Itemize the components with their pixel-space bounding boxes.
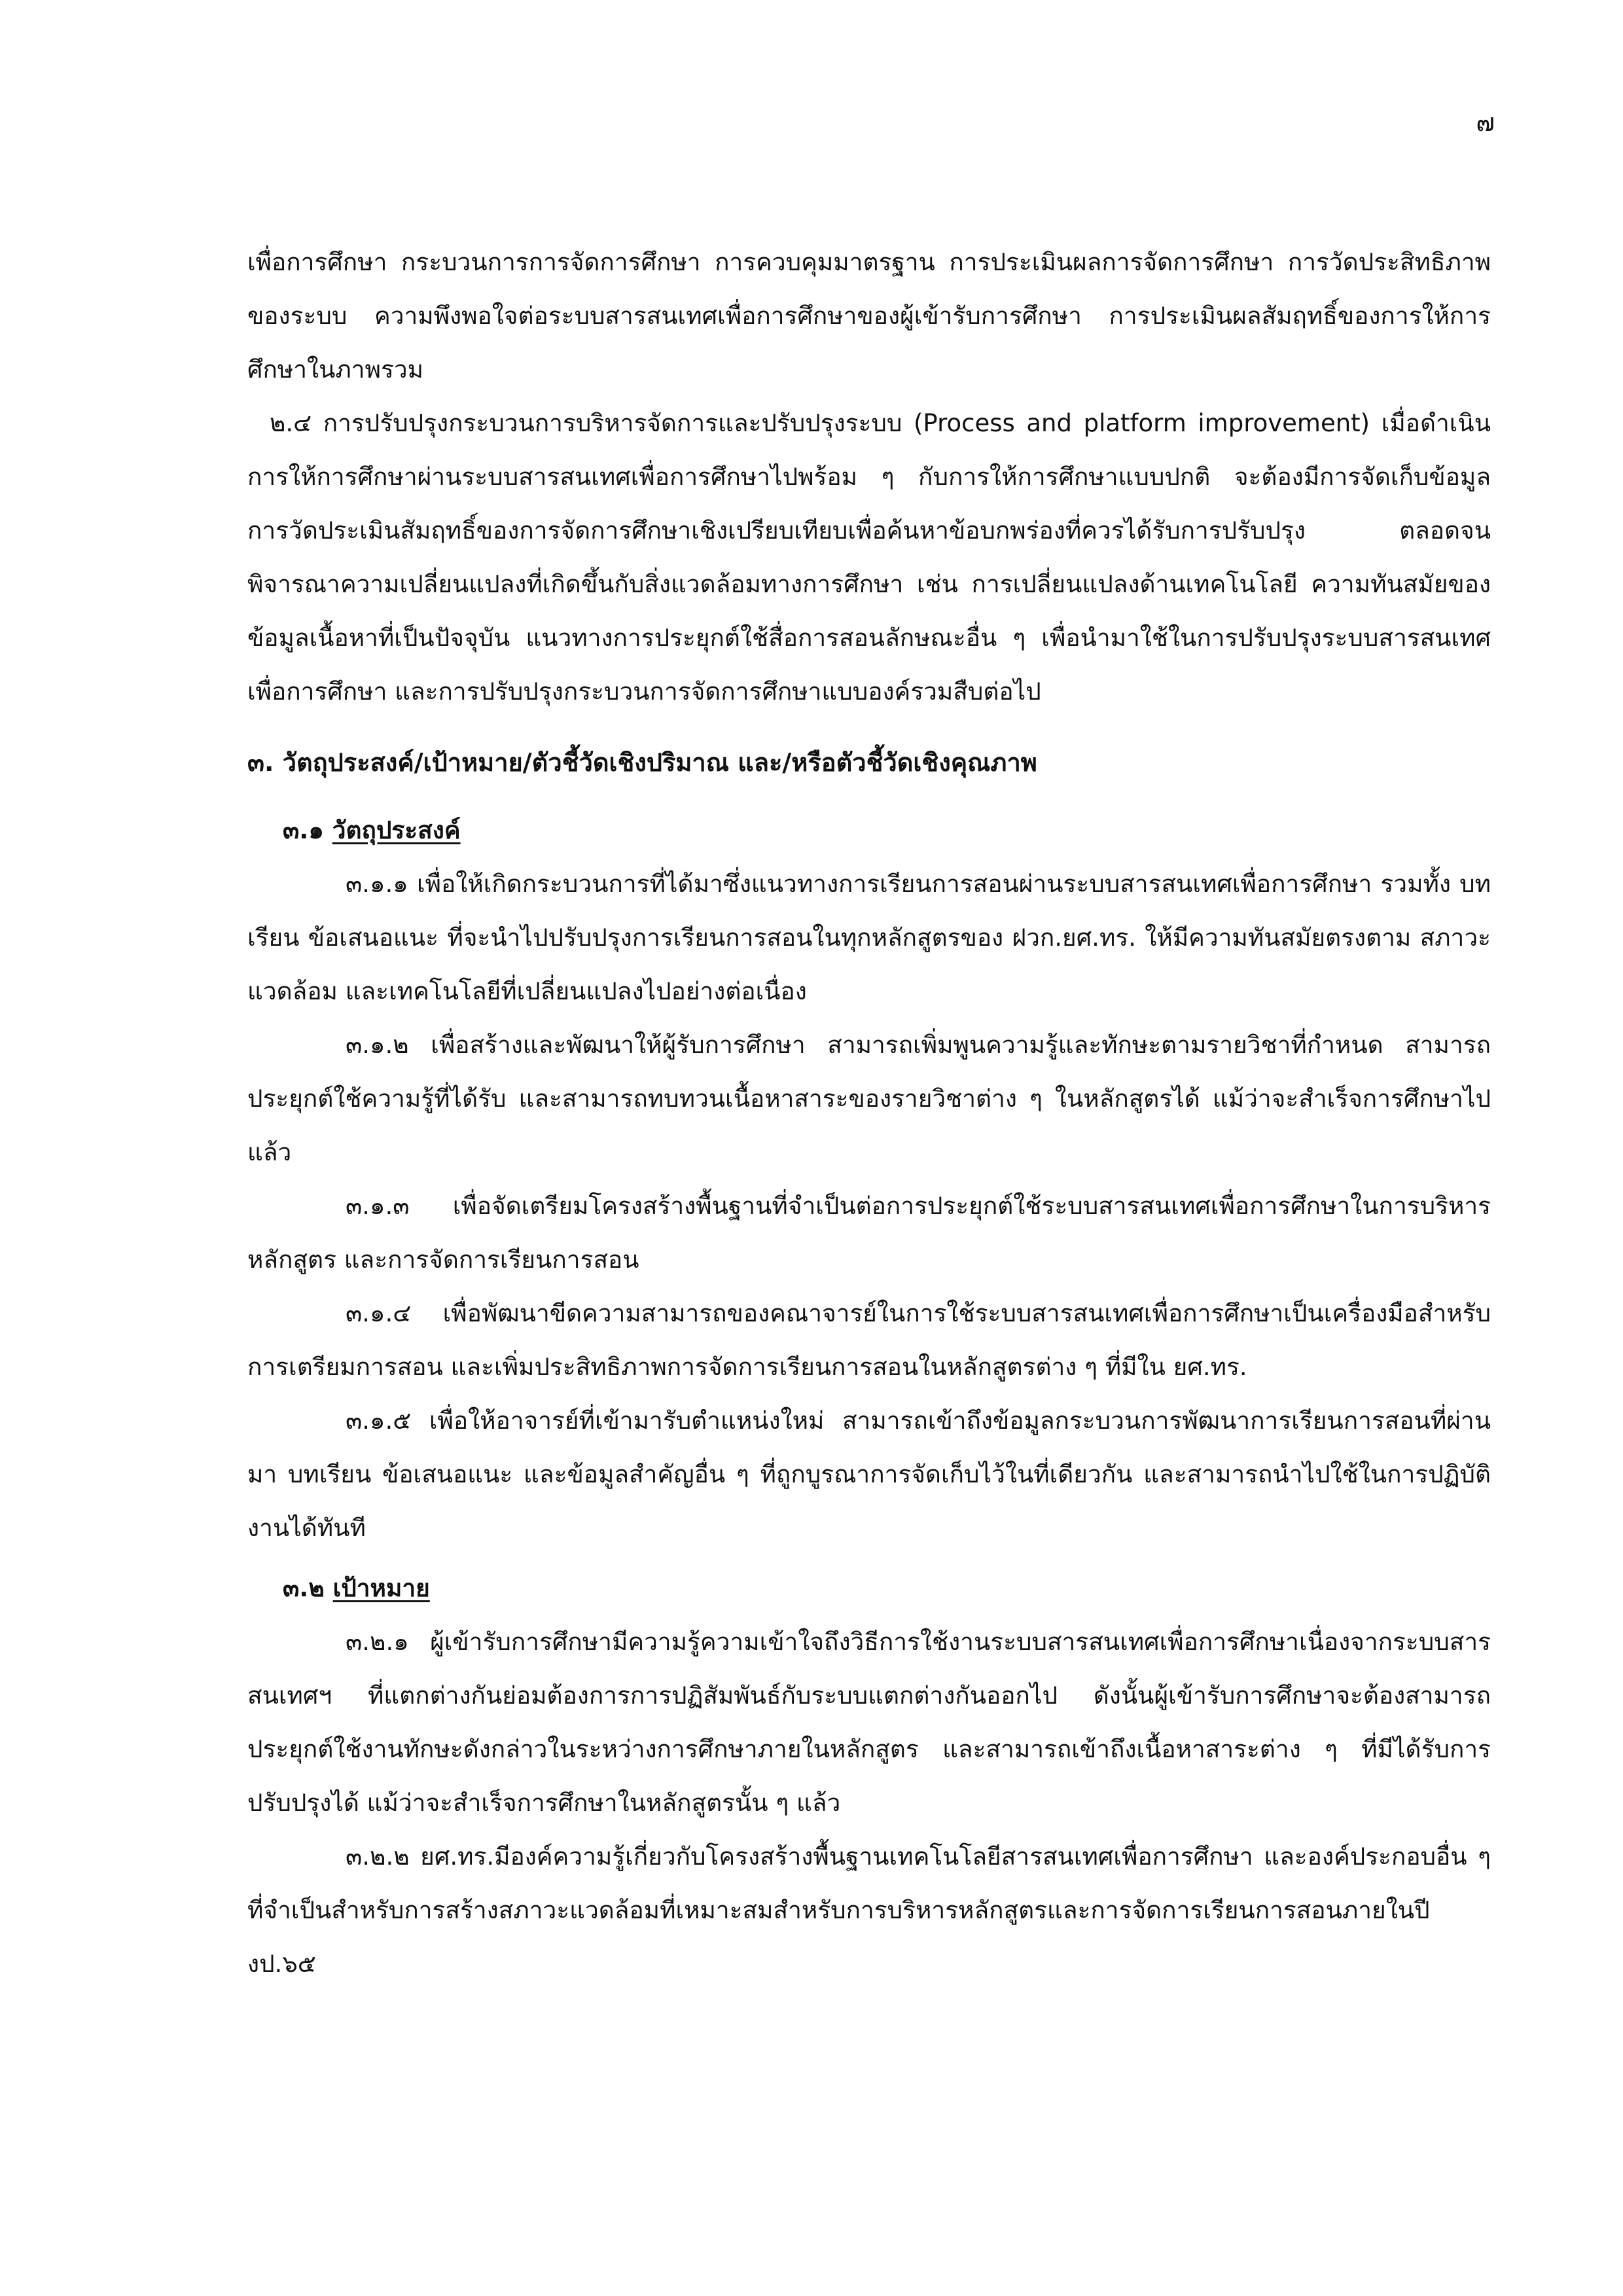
paragraph-3-1-4: ๓.๑.๔ เพื่อพัฒนาขีดความสามารถของคณาจารย์ในการใช้ระบบสารสนเทศเพื่อการศึกษาเป็นเครื่องมือสำหรับการเตรียมการสอน และเพิ่มประสิทธิภาพการจัดการเรียนการสอนในหลักสูตรต่าง ๆ ที่มีใน ยศ.ทร. bbox=[247, 1299, 1491, 1381]
paragraph-3-2-2: ๓.๒.๒ ยศ.ทร.มีองค์ความรู้เกี่ยวกับโครงสร้างพื้นฐานเทคโนโลยีสารสนเทศเพื่อการศึกษา และองค์ประกอบอื่น ๆ ที่จำเป็นสำหรับการสร้างสภาวะแวดล้อมที่เหมาะสมสำหรับการบริหารหลักสูตรและการจัดการเรียนการสอนภายในปี งป.๖๕ bbox=[247, 1842, 1491, 1978]
subsection-3-2-title: เป้าหมาย bbox=[332, 1574, 430, 1602]
paragraph-3-1-5: ๓.๑.๕ เพื่อให้อาจารย์ที่เข้ามารับตำแหน่งใหม่ สามารถเข้าถึงข้อมูลกระบวนการพัฒนาการเรียนการสอนที่ผ่านมา บทเรียน ข้อเสนอแนะ และข้อมูลสำคัญอื่น ๆ ที่ถูกบูรณาการจัดเก็บไว้ในที่เดียวกัน และสามารถนำไปใช้ในการปฏิบัติงานได้ทันที bbox=[247, 1407, 1491, 1542]
paragraph-continuation: เพื่อการศึกษา กระบวนการการจัดการศึกษา การควบคุมมาตรฐาน การประเมินผลการจัดการศึกษา การวัดประสิทธิภาพของระบบ ความพึงพอใจต่อระบบสารสนเทศเพื่อการศึกษาของผู้เข้ารับการศึกษา การประเมินผลสัมฤทธิ์ของการให้การศึกษาในภาพรวม bbox=[247, 248, 1491, 384]
subsection-3-2-heading bbox=[247, 1562, 1491, 1615]
paragraph-3-1-2: ๓.๑.๒ เพื่อสร้างและพัฒนาให้ผู้รับการศึกษา สามารถเพิ่มพูนความรู้และทักษะตามรายวิชาที่กำหนด สามารถประยุกต์ใช้ความรู้ที่ได้รับ และสามารถทบทวนเนื้อหาสาระของรายวิชาต่าง ๆ ในหลักสูตรได้ แม้ว่าจะสำเร็จการศึกษาไปแล้ว bbox=[247, 1031, 1491, 1166]
document-body bbox=[247, 236, 1491, 1991]
paragraph-3-1-1: ๓.๑.๑ เพื่อให้เกิดกระบวนการที่ได้มาซึ่งแนวทางการเรียนการสอนผ่านระบบสารสนเทศเพื่อการศึกษา รวมทั้ง บทเรียน ข้อเสนอแนะ ที่จะนำไปปรับปรุงการเรียนการสอนในทุกหลักสูตรของ ฝวก.ยศ.ทร. ให้มีความทันสมัยตรงตาม สภาวะแวดล้อม และเทคโนโลยีที่เปลี่ยนแปลงไปอย่างต่อเนื่อง bbox=[247, 870, 1491, 1005]
subsection-3-2-number: ๓.๒ bbox=[283, 1574, 325, 1602]
paragraph-3-1-3: ๓.๑.๓ เพื่อจัดเตรียมโครงสร้างพื้นฐานที่จำเป็นต่อการประยุกต์ใช้ระบบสารสนเทศเพื่อการศึกษาในการบริหารหลักสูตร และการจัดการเรียนการสอน bbox=[247, 1192, 1491, 1274]
section-3-heading: ๓. วัตถุประสงค์/เป้าหมาย/ตัวชี้วัดเชิงปริมาณ และ/หรือตัวชี้วัดเชิงคุณภาพ bbox=[247, 748, 1037, 777]
paragraph-3-2-1: ๓.๒.๑ ผู้เข้ารับการศึกษามีความรู้ความเข้าใจถึงวิธีการใช้งานระบบสารสนเทศเพื่อการศึกษาเนื่องจากระบบสารสนเทศฯ ที่แตกต่างกันย่อมต้องการการปฏิสัมพันธ์กับระบบแตกต่างกันออกไป ดังนั้นผู้เข้ารับการศึกษาจะต้องสามารถประยุกต์ใช้งานทักษะดังกล่าวในระหว่างการศึกษาภายในหลักสูตร และสามารถเข้าถึงเนื้อหาสาระต่าง ๆ ที่มีได้รับการปรับปรุงได้ แม้ว่าจะสำเร็จการศึกษาในหลักสูตรนั้น ๆ แล้ว bbox=[247, 1628, 1491, 1817]
paragraph-2-4: ๒.๔ การปรับปรุงกระบวนการบริหารจัดการและปรับปรุงระบบ (Process and platform improvement) เมื่อดำเนินการให้การศึกษาผ่านระบบสารสนเทศเพื่อการศึกษาไปพร้อม ๆ กับการให้การศึกษาแบบปกติ จะต้องมีการจัดเก็บข้อมูล การวัดประเมินสัมฤทธิ์ของการจัดการศึกษาเชิงเปรียบเทียบเพื่อค้นหาข้อบกพร่องที่ควรได้รับการปรับปรุง ตลอดจนพิจารณาความเปลี่ยนแปลงที่เกิดขึ้นกับสิ่งแวดล้อมทางการศึกษา เช่น การเปลี่ยนแปลงด้านเทคโนโลยี ความทันสมัยของข้อมูลเนื้อหาที่เป็นปัจจุบัน แนวทางการประยุกต์ใช้สื่อการสอนลักษณะอื่น ๆ เพื่อนำมาใช้ในการปรับปรุงระบบสารสนเทศเพื่อการศึกษา และการปรับปรุงกระบวนการจัดการศึกษาแบบองค์รวมสืบต่อไป bbox=[247, 409, 1491, 706]
subsection-3-1-number: ๓.๑ bbox=[283, 816, 324, 844]
subsection-3-1-title: วัตถุประสงค์ bbox=[332, 816, 461, 844]
subsection-3-1-heading bbox=[247, 804, 1491, 857]
page-number: ๗ bbox=[1476, 108, 1495, 137]
